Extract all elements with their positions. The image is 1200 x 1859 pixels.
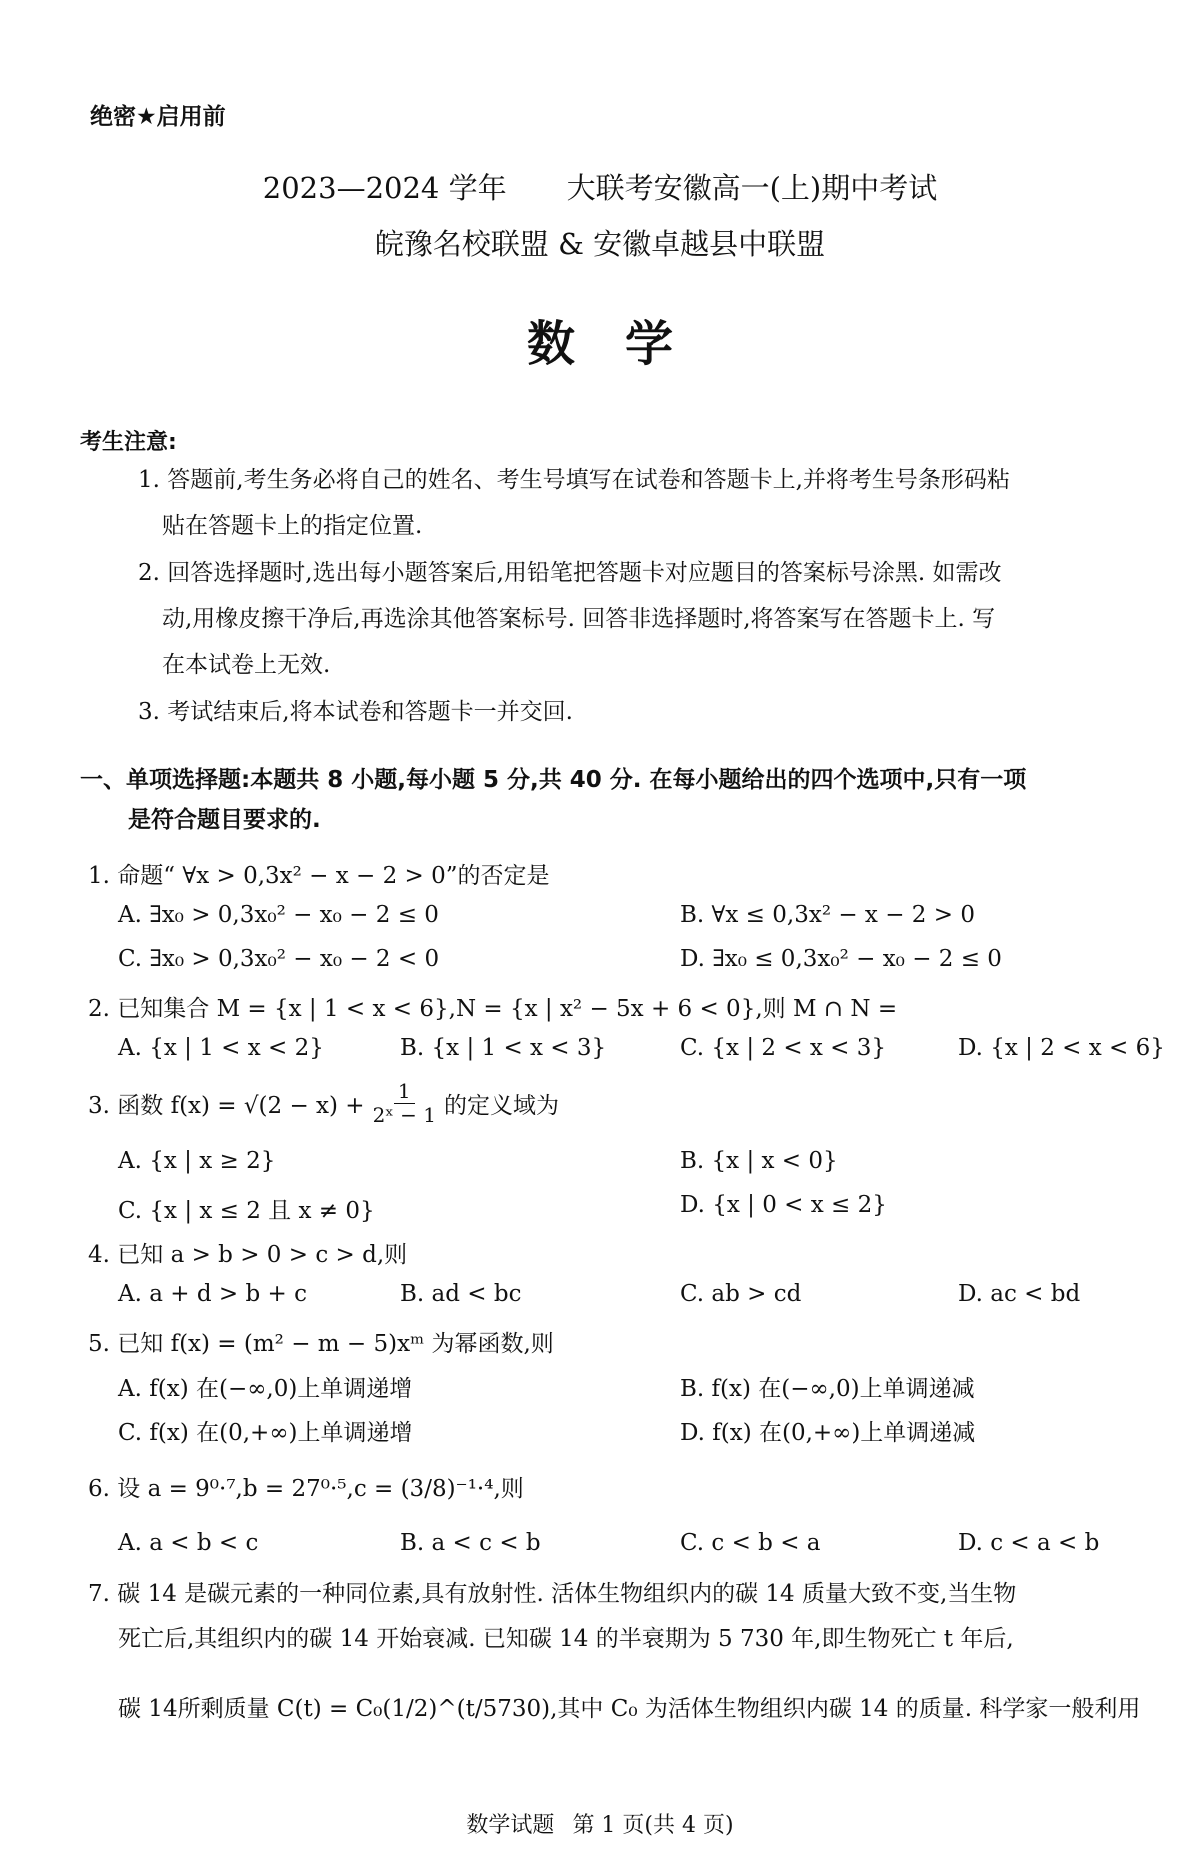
footer-page-number: 第 1 页(共 4 页) — [572, 1813, 734, 1838]
exam-year: 2023—2024 学年 — [262, 171, 507, 205]
question-4-option-a: A. a + d > b + c — [118, 1281, 307, 1307]
question-6-option-b: B. a < c < b — [400, 1530, 541, 1556]
notice-item-1-line-1: 1. 答题前,考生务必将自己的姓名、考生号填写在试卷和答题卡上,并将考生号条形码粘 — [138, 467, 1010, 493]
question-1-option-d: D. ∃x₀ ≤ 0,3x₀² − x₀ − 2 ≤ 0 — [680, 946, 1002, 972]
exam-title — [0, 166, 1200, 207]
section-1-heading — [80, 760, 1160, 840]
subject-title: 数学 — [526, 316, 723, 372]
question-5-option-a: A. f(x) 在(−∞,0)上单调递增 — [118, 1376, 413, 1402]
question-3-stem-suffix: 的定义域为 — [443, 1093, 559, 1119]
question-6-stem: 6. 设 a = 9⁰·⁷,b = 27⁰·⁵,c = (3/8)⁻¹·⁴,则 — [88, 1476, 524, 1502]
question-3-fraction-denominator: 2ˣ − 1 — [372, 1103, 436, 1127]
question-4-option-c: C. ab > cd — [680, 1281, 802, 1307]
question-6-option-a: A. a < b < c — [118, 1530, 259, 1556]
question-1-option-b: B. ∀x ≤ 0,3x² − x − 2 > 0 — [680, 902, 975, 928]
question-1-option-c: C. ∃x₀ > 0,3x₀² − x₀ − 2 < 0 — [118, 946, 440, 972]
exam-name: 大联考安徽高一(上)期中考试 — [566, 171, 938, 205]
question-3-option-c: C. {x | x ≤ 2 且 x ≠ 0} — [118, 1198, 375, 1224]
notice-item-2-line-2: 动,用橡皮擦干净后,再选涂其他答案标号. 回答非选择题时,将答案写在答题卡上. 写 — [162, 606, 996, 632]
question-2-option-b: B. {x | 1 < x < 3} — [400, 1035, 607, 1061]
question-1-stem: 1. 命题“ ∀x > 0,3x² − x − 2 > 0”的否定是 — [88, 863, 550, 889]
exam-alliance: 皖豫名校联盟 & 安徽卓越县中联盟 — [374, 227, 826, 261]
question-7-line-2: 死亡后,其组织内的碳 14 开始衰减. 已知碳 14 的半衰期为 5 730 年,即生物死亡 t 年后, — [118, 1626, 1014, 1652]
question-5-stem: 5. 已知 f(x) = (m² − m − 5)xᵐ 为幂函数,则 — [88, 1331, 554, 1357]
question-2-option-d: D. {x | 2 < x < 6} — [958, 1035, 1165, 1061]
question-6-option-c: C. c < b < a — [680, 1530, 821, 1556]
question-3-stem — [88, 1080, 559, 1127]
question-3-option-a: A. {x | x ≥ 2} — [118, 1148, 276, 1174]
notice-heading: 考生注意: — [80, 430, 177, 455]
question-2-stem: 2. 已知集合 M = {x | 1 < x < 6},N = {x | x² − 5x + 6 < 0},则 M ∩ N = — [88, 996, 898, 1022]
footer-subject: 数学试题 — [466, 1813, 555, 1838]
question-5-option-d: D. f(x) 在(0,+∞)上单调递减 — [680, 1420, 976, 1446]
question-5-option-b: B. f(x) 在(−∞,0)上单调递减 — [680, 1376, 975, 1402]
page-footer — [0, 1808, 1200, 1839]
question-2-option-c: C. {x | 2 < x < 3} — [680, 1035, 887, 1061]
question-5-option-c: C. f(x) 在(0,+∞)上单调递增 — [118, 1420, 413, 1446]
question-2-option-a: A. {x | 1 < x < 2} — [118, 1035, 324, 1061]
section-1-line-2: 是符合题目要求的. — [128, 807, 321, 833]
question-3-option-b: B. {x | x < 0} — [680, 1148, 838, 1174]
notice-item-2-line-1: 2. 回答选择题时,选出每小题答案后,用铅笔把答题卡对应题目的答案标号涂黑. 如需改 — [138, 560, 1002, 586]
question-4-stem: 4. 已知 a > b > 0 > c > d,则 — [88, 1242, 408, 1268]
section-1-line-1: 一、单项选择题:本题共 8 小题,每小题 5 分,共 40 分. 在每小题给出的四个选项中,只有一项 — [80, 767, 1027, 793]
question-7-line-3: 碳 14所剩质量 C(t) = C₀(1/2)^(t/5730),其中 C₀ 为活体生物组织内碳 14 的质量. 科学家一般利用 — [118, 1696, 1141, 1722]
confidential-label: 绝密★启用前 — [90, 104, 226, 130]
notice-item-1-line-2: 贴在答题卡上的指定位置. — [162, 513, 423, 539]
question-1-option-a: A. ∃x₀ > 0,3x₀² − x₀ − 2 ≤ 0 — [118, 902, 439, 928]
question-3-stem-prefix: 3. 函数 f(x) = √(2 − x) + — [88, 1093, 365, 1119]
question-3-option-d: D. {x | 0 < x ≤ 2} — [680, 1192, 887, 1218]
question-6-option-d: D. c < a < b — [958, 1530, 1100, 1556]
question-4-option-b: B. ad < bc — [400, 1281, 522, 1307]
question-4-option-d: D. ac < bd — [958, 1281, 1081, 1307]
question-3-fraction — [369, 1080, 440, 1127]
notice-item-3-line-1: 3. 考试结束后,将本试卷和答题卡一并交回. — [138, 699, 573, 725]
notice-item-2-line-3: 在本试卷上无效. — [162, 652, 331, 678]
question-3-fraction-numerator: 1 — [394, 1080, 415, 1104]
question-7-line-1: 7. 碳 14 是碳元素的一种同位素,具有放射性. 活体生物组织内的碳 14 质量大致不变,当生物 — [88, 1581, 1017, 1607]
